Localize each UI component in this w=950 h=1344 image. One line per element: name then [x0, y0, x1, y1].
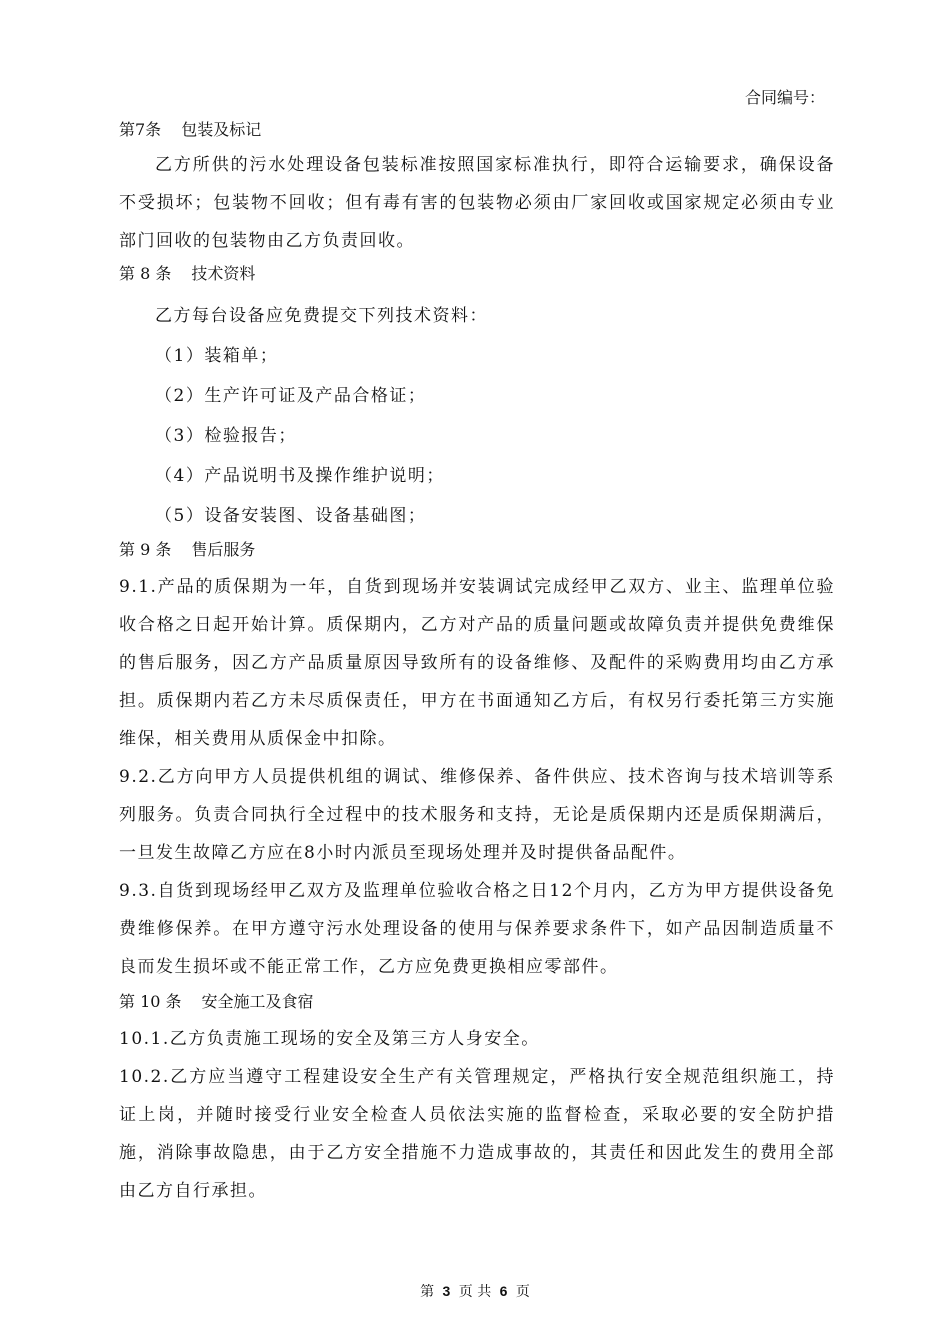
section-title: 安全施工及食宿	[201, 992, 314, 1011]
clause-9-1: 9.1.产品的质保期为一年，自货到现场并安装调试完成经甲乙双方、业主、监理单位验收合格之日起开始计算。质保期内，乙方对产品的质量问题或故障负责并提供免费维保的售后服务，因乙方产品质量原因导致所有的设备维修、及配件的采购费用均由乙方承担。质保期内若乙方未尽质保责任，甲方在书面通知乙方后，有权另行委托第三方实施维保，相关费用从质保金中扣除。	[119, 577, 835, 749]
section-title: 技术资料	[191, 264, 256, 283]
section-number: 第 8 条	[119, 264, 172, 283]
list-item: （5）设备安装图、设备基础图；	[155, 506, 427, 526]
section-title: 包装及标记	[181, 120, 262, 139]
section-number: 第7条	[119, 120, 162, 139]
footer-prefix: 第	[420, 1284, 435, 1300]
clause-9-2: 9.2.乙方向甲方人员提供机组的调试、维修保养、备件供应、技术咨询与技术培训等系列服务。负责合同执行全过程中的技术服务和支持，无论是质保期内还是质保期满后，一旦发生故障乙方应在8小时内派员至现场处理并及时提供备品配件。	[119, 767, 835, 863]
section-10-heading	[119, 992, 835, 1012]
contract-number-label: 合同编号：	[744, 88, 825, 107]
section-number: 第 9 条	[119, 540, 172, 559]
section-8-heading	[119, 264, 835, 284]
list-item: （2）生产许可证及产品合格证；	[155, 386, 427, 406]
document-body	[119, 120, 835, 1210]
section-title: 售后服务	[191, 540, 256, 559]
clause-10-2: 10.2.乙方应当遵守工程建设安全生产有关管理规定，严格执行安全规范组织施工，持证上岗，并随时接受行业安全检查人员依法实施的监督检查，采取必要的安全防护措施，消除事故隐患，由于乙方安全措施不力造成事故的，其责任和因此发生的费用全部由乙方自行承担。	[119, 1067, 835, 1201]
section-7-heading	[119, 120, 835, 140]
clause-10-1: 10.1.乙方负责施工现场的安全及第三方人身安全。	[119, 1029, 540, 1049]
total-page-number: 6	[499, 1283, 508, 1299]
footer-middle: 页 共	[458, 1284, 492, 1300]
current-page-number: 3	[442, 1283, 451, 1299]
clause-9-3: 9.3.自货到现场经甲乙双方及监理单位验收合格之日12个月内，乙方为甲方提供设备免费维修保养。在甲方遵守污水处理设备的使用与保养要求条件下，如产品因制造质量不良而发生损坏或不能正常工作，乙方应免费更换相应零部件。	[119, 881, 835, 977]
section-number: 第 10 条	[119, 992, 182, 1011]
list-item: （4）产品说明书及操作维护说明；	[155, 466, 445, 486]
section-9-heading	[119, 540, 835, 560]
list-item: （3）检验报告；	[155, 426, 297, 446]
list-item: （1）装箱单；	[155, 346, 279, 366]
footer-suffix: 页	[515, 1284, 530, 1300]
page-footer	[0, 1282, 950, 1301]
section-8-intro: 乙方每台设备应免费提交下列技术资料：	[155, 306, 488, 326]
section-7-body: 乙方所供的污水处理设备包装标准按照国家标准执行，即符合运输要求，确保设备不受损坏；包装物不回收；但有毒有害的包装物必须由厂家回收或国家规定必须由专业部门回收的包装物由乙方负责回收。	[119, 155, 835, 251]
